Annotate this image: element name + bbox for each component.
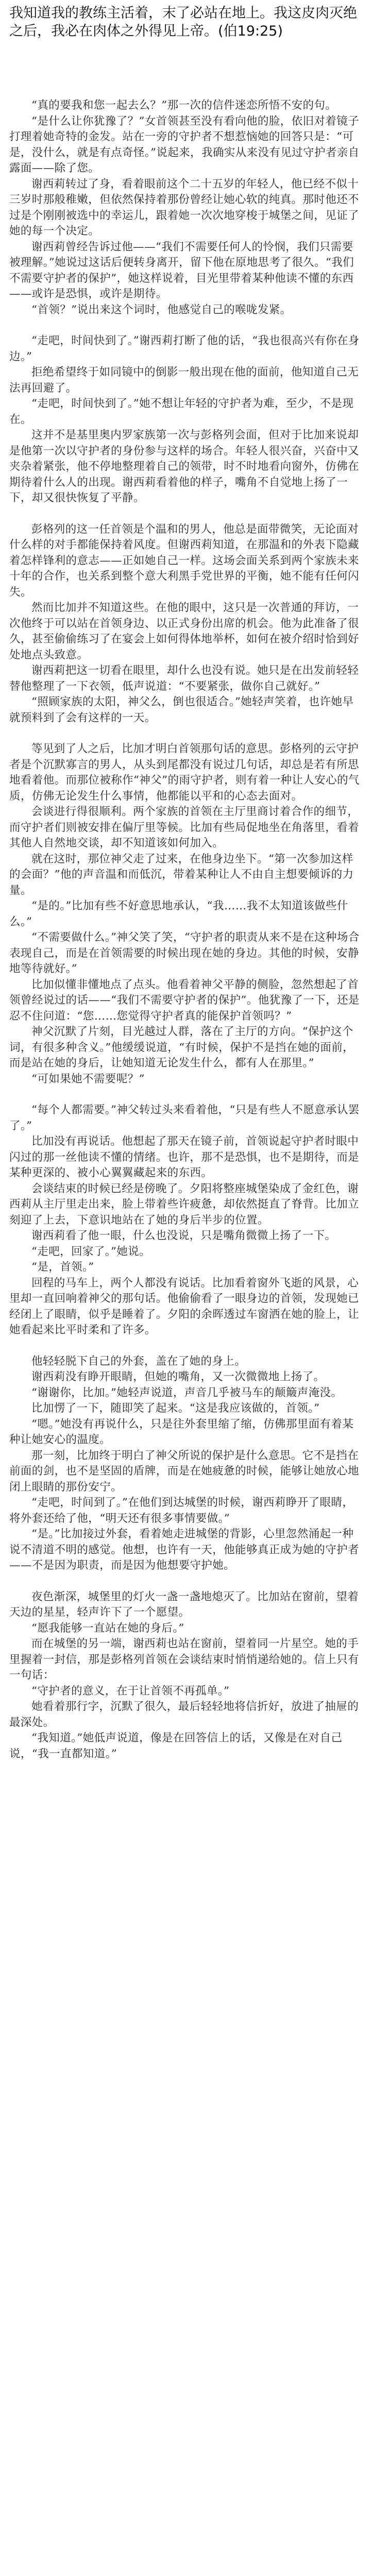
story-paragraph: 回程的马车上，两个人都没有说话。比加看着窗外飞逝的风景，心里却一直回响着神父的那句话。他偷偷看了一眼身边的首领，发现她已经闭上了眼睛，似乎是睡着了。夕阳的余晖透过车窗洒在她的脸上，让她看起来比平时柔和了许多。 (9, 1276, 359, 1336)
story-paragraph: “真的要我和您一起去么？”那一次的信件迷恋所悟不安的句。 (31, 99, 337, 112)
story-paragraph: 比加似懂非懂地点了点头。他看着神父平静的侧脸，忽然想起了首领曾经说过的话——“我们不需要守护者的保护”。他犹豫了一下，还是忍不住问道：“您……您觉得守护者真的能保护首领吗？” (9, 978, 360, 1023)
story-paragraph: 神父沉默了片刻，目光越过人群，落在了主厅的方向。“保护这个词，有很多种含义。”他缓缓说道，“有时候，保护不是挡在她的面前，而是站在她的身后，让她知道无论发生什么，都有人在那里。” (9, 1025, 355, 1070)
story-body (9, 98, 362, 1762)
story-paragraph: 等见到了人之后，比加才明白首领那句话的意思。彭格列的云守护者是个沉默寡言的男人，从头到尾都没有说过几句话，却总是若有所思地看着他。而那位被称作“神父”的雨守护者，则有着一种让人安心的气质，仿佛无论发生什么事情，他都能以平和的心态去面对。 (9, 742, 360, 803)
story-paragraph: 谢西莉转过了身，看着眼前这个二十五岁的年轻人，他已经不似十三岁时那般稚嫩，但依然保持着那份曾经让她心软的纯真。那时他还不过是个刚刚被选中的幸运儿，跟着她一次次地穿梭于城堡之间，见证了她的每一个决定。 (9, 177, 359, 238)
story-paragraph: 比加没有再说话。他想起了那天在镜子前，首领说起守护者时眼中闪过的那一丝他读不懂的情绪。也许，那不是恐惧，也不是期待，而是某种更深的、被小心翼翼藏起来的东西。 (9, 1135, 359, 1179)
story-paragraph: “愿我能够一直站在她的身后。” (31, 1621, 184, 1635)
story-paragraph: “每个人都需要。”神父转过头来看着他，“只是有些人不愿意承认罢了。” (9, 1104, 360, 1132)
story-paragraph: 会谈进行得很顺利。两个家族的首领在主厅里商讨着合作的细节，而守护者们则被安排在偏厅里等候。比加有些局促地坐在角落里，看着其他人自然地交谈，却不知道该如何加入。 (9, 805, 359, 850)
story-paragraph: “可如果她不需要呢？” (31, 1072, 145, 1086)
story-paragraph: “守护者的意义，在于让首领不再孤单。” (31, 1684, 230, 1698)
story-paragraph: 这并不是基里奥内罗家族第一次与彭格列会面，但对于比加来说却是他第一次以守护者的身份参与这样的场合。年轻人很兴奋，兴奋中又夹杂着紧张，他不停地整理着自己的领带，时不时地看向窗外，仿佛在期待着什么人的出现。谢西莉看着他的样子，嘴角不自觉地上扬了一下，却又很快恢复了平静。 (9, 429, 359, 504)
story-paragraph: “不需要做什么。”神父笑了笑，“守护者的职责从来不是在这种场合表现自己，而是在首领需要的时候出现在她的身边。其他的时候，安静地等待就好。” (9, 931, 360, 975)
story-paragraph: 就在这时，那位神父走了过来，在他身边坐下。“第一次参加这样的会面？”他的声音温和而低沉，带着某种让人不由自主想要倾诉的力量。 (9, 852, 354, 897)
story-paragraph: 彭格列的这一任首领是个温和的男人，他总是面带微笑，无论面对什么样的对手都能保持着风度。但谢西莉知道，在那温和的外表下隐藏着怎样锋利的意志——正如她自己一样。这场会面关系到两个家族未来十年的合作，也关系到整个意大利黑手党世界的平衡，她不能有任何闪失。 (9, 522, 359, 599)
story-paragraph: “走吧，回家了。”她说。 (31, 1245, 151, 1258)
story-paragraph: 她看着那行字，沉默了很久，最后轻轻地将信折好，放进了抽屉的最深处。 (9, 1700, 359, 1729)
story-paragraph: “嗯。”她没有再说什么，只是往外套里缩了缩，仿佛那里面有着某种让她安心的温度。 (9, 1417, 354, 1446)
story-paragraph: “是。”比加接过外套，看着她走进城堡的背影，心里忽然涌起一种说不清道不明的感觉。他想，也许有一天，他能够真正成为她的守护者——不是因为职责，而是因为他想要守护她。 (9, 1528, 359, 1572)
story-paragraph: 谢西莉曾经告诉过他——“我们不需要任何人的怜悯，我们只需要被理解。”她说过这话后便转身离开，留下他在原地思考了很久。“我们不需要守护者的保护”，她这样说着，目光里带着某种他读不懂的东西——或许是恐惧，或许是期待。 (9, 240, 355, 300)
intro-reference: (伯19:25) (218, 23, 283, 39)
story-paragraph: 夜色渐深，城堡里的灯火一盏一盏地熄灭了。比加站在窗前，望着天边的星星，轻声许下了一个愿望。 (9, 1590, 359, 1619)
story-paragraph: 比加愣了一下，随即笑了起来。“这是我应该做的，首领。” (31, 1402, 320, 1415)
story-paragraph: 谢西莉看了他一眼，什么也没说，只是嘴角微微上扬了一下。 (31, 1229, 336, 1242)
story-paragraph: “是什么让你犹豫了？”女首领甚至没有看向他的脸，依旧对着镜子打理着她奇特的金发。站在一旁的守护者不想惹恼她的回答只是：“可是，没什么，就是有点奇怪。”说起来，我确实从来没有见过守护者亲自露面——除了您。 (9, 114, 360, 175)
intro-text: 我知道我的教练主活着，末了必站在地上。我这皮肉灭绝之后，我必在肉体之外得见上帝。 (9, 5, 357, 39)
story-paragraph: 而在城堡的另一端，谢西莉也站在窗前，望着同一片星空。她的手里握着一封信，那是彭格列首领在会谈结束时悄悄递给她的。信上只有一句话： (9, 1637, 359, 1682)
story-paragraph: “走吧，时间快到了。”她不想让年轻的守护者为难，至少，不是现在。 (9, 397, 354, 426)
story-paragraph: 拒绝希望终于如同镜中的倒影一般出现在他的面前，他知道自己无法再回避了。 (9, 366, 359, 395)
story-paragraph: 会谈结束的时候已经是傍晚了。夕阳将整座城堡染成了金红色，谢西莉从主厅里走出来，脸上带着些许疲惫，却依然挺直了脊背。比加立刻迎了上去，下意识地站在了她的身后半步的位置。 (9, 1182, 359, 1227)
story-paragraph: “是的。”比加有些不好意思地承认，“我……我不太知道该做些什么。” (9, 900, 348, 928)
story-paragraph: “首领？”说出来这个词时，他感觉自己的喉咙发紧。 (31, 303, 292, 316)
story-paragraph: “我知道。”她低声说道，像是在回答信上的话，又像是在对自己说，“我一直都知道。” (9, 1732, 343, 1760)
story-paragraph: “走吧，时间快到了。”谢西莉打断了他的话，“我也很高兴有你在身边。” (9, 334, 360, 363)
story-paragraph: 他轻轻脱下自己的外套，盖在了她的身上。 (31, 1354, 246, 1368)
story-paragraph: 谢西莉把这一切看在眼里，却什么也没有说。她只是在出发前轻轻替他整理了一下衣领，低声说道：“不要紧张，做你自己就好。” (9, 664, 359, 693)
story-paragraph: “是，首领。” (31, 1261, 94, 1274)
story-paragraph: “走吧，时间到了。”在他们到达城堡的时候，谢西莉睁开了眼睛，将外套还给了他，“明天还有很多事情要做。” (9, 1496, 354, 1525)
story-paragraph: “照顾家族的太阳，神父么，倒也很适合。”她轻声笑着，也许她早就预料到了会有这样的一天。 (9, 696, 354, 724)
story-paragraph: “谢谢你，比加。”她轻声说道，声音几乎被马车的颠簸声淹没。 (31, 1386, 343, 1399)
story-paragraph: 谢西莉没有睁开眼睛，但她的嘴角，又一次微微地上扬了。 (31, 1370, 325, 1383)
story-paragraph: 然而比加并不知道这些。在他的眼中，这只是一次普通的拜访，一次他终于可以站在首领身边、以正式身份出席的机会。他为此准备了很久，甚至偷偷练习了在宴会上如何得体地举杯，如何在被介绍时恰到好处地点头致意。 (9, 601, 359, 662)
story-paragraph: 那一刻，比加终于明白了神父所说的保护是什么意思。它不是挡在前面的剑，也不是坚固的盾牌，而是在她疲惫的时候，能够让她放心地闭上眼睛的那份安宁。 (9, 1449, 359, 1494)
intro-quote (9, 4, 362, 40)
